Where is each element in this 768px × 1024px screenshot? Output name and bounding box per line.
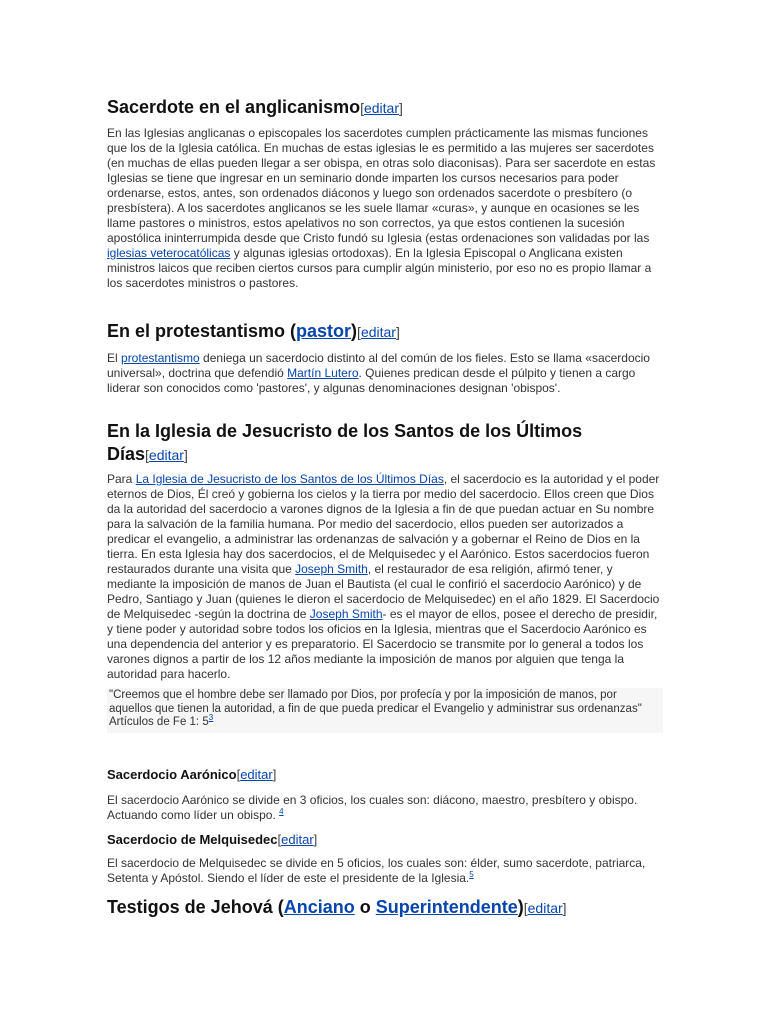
edit-section-link[interactable]: [editar] xyxy=(523,900,567,916)
section-protestantismo xyxy=(107,320,663,396)
quote-text: "Creemos que el hombre debe ser llamado por Dios, por profecía y por la imposición de manos, por aquellos que tienen la autoridad, a fin de que pueda predicar el Evangelio y administrar sus ordenanzas" xyxy=(109,689,642,715)
blockquote xyxy=(107,688,663,733)
text-run: Para xyxy=(107,472,136,486)
section-aaronico xyxy=(107,767,663,823)
edit-section-link[interactable]: [editar] xyxy=(145,447,188,463)
link-protestantismo[interactable]: protestantismo xyxy=(121,351,200,365)
paragraph xyxy=(107,351,663,396)
text-run: , el restaurador de esa religión, afirmó tener, y mediante la imposición de manos de Juan el Bautista (el cual le confirió el sacerdocio Aarónico) y de Pedro, Santiago y Juan (quienes le dieron el sacerdocio de Melquisedec) en el año 1829. El Sacerdocio de Melquisedec -según la doctrina de xyxy=(107,562,660,621)
section-testigos-jehova xyxy=(107,896,663,920)
section-heading xyxy=(107,896,663,920)
edit-link-text[interactable]: editar xyxy=(360,324,396,340)
link-iglesia-jesucristo[interactable]: La Iglesia de Jesucristo de los Santos de los Últimos Días xyxy=(135,472,444,486)
edit-link-text[interactable]: editar xyxy=(148,447,184,463)
edit-section-link[interactable]: [editar] xyxy=(277,832,318,847)
quote-source xyxy=(109,713,661,730)
link-iglesias-veterocatolicas[interactable]: iglesias veterocatólicas xyxy=(107,246,231,260)
heading-text: ) xyxy=(517,897,524,917)
edit-section-link[interactable]: [editar] xyxy=(360,100,403,116)
text-run: - es el mayor de ellos, posee el derecho de presidir, y tiene poder y autoridad sobre todos los oficios en la Iglesia, mientras que el Sacerdocio Aarónico es una dependencia del anterior y es preparatorio. El Sacerdocio se transmite por lo general a todos los varones dignos a partir de los 12 años mediante la imposición de manos por alguien que tenga la autoridad para hacerlo. xyxy=(107,607,658,681)
section-heading xyxy=(107,420,607,467)
link-superintendente[interactable]: Superintendente xyxy=(375,897,518,917)
heading-text: ) xyxy=(351,321,358,341)
text-run: En las Iglesias anglicanas o episcopales los sacerdotes cumplen prácticamente las mismas funciones que los de la Iglesia católica. En muchas de estas iglesias le es permitido a las mujeres ser sacerdotes (en muchas de ellas pueden llegar a ser obispa, en otras solo diaconisas). Para ser sacerdote en estas Iglesias se tiene que ingresar en un seminario donde imparten los cursos necesarios para poder ordenarse, estos, antes, son ordenados diáconos y luego son ordenados sacerdote o presbítero (o presbístera). A los sacerdotes anglicanos se les suele llamar «curas», y aunque en ocasiones se les llame pastores o ministros, estos apelativos no son correctos, ya que estos contienen la sucesión apostólica ininterrumpida desde que Cristo fundó su Iglesia (estas ordenaciones son validadas por las xyxy=(107,126,656,245)
text-run: deniega un sacerdocio distinto al del común de los fieles. Esto se llama «sacerdocio universal», doctrina que defendió xyxy=(107,351,650,380)
edit-section-link[interactable]: [editar] xyxy=(357,324,400,340)
quote-source-text: Artículos de Fe 1: 5 xyxy=(109,716,209,729)
edit-link-text[interactable]: editar xyxy=(363,100,400,116)
text-run: El sacerdocio de Melquisedec se divide en 5 oficios, los cuales son: élder, sumo sacerdote, patriarca, Setenta y Apóstol. Siendo el líder de este el presidente de la Iglesia. xyxy=(107,856,646,885)
text-run: El xyxy=(107,351,122,365)
edit-link-text[interactable]: editar xyxy=(527,900,563,916)
paragraph xyxy=(107,856,663,886)
edit-link-text[interactable]: editar xyxy=(281,832,314,847)
footnote-ref[interactable]: 5 xyxy=(469,870,474,879)
link-martin-lutero[interactable]: Martín Lutero xyxy=(287,366,359,380)
edit-link-text[interactable]: editar xyxy=(240,767,273,782)
edit-section-link[interactable]: [editar] xyxy=(236,767,277,782)
section-anglicanismo xyxy=(107,96,663,291)
heading-text: Sacerdocio de Melquisedec xyxy=(107,832,278,847)
footnote-ref[interactable]: 3 xyxy=(208,713,214,723)
text-run: , el sacerdocio es la autoridad y el poder eternos de Dios, Él creó y gobierna los cielos y la tierra por medio del sacerdocio. Ellos creen que Dios da la autoridad del sacerdocio a varones dignos de la Iglesia a fin de que puedan actuar en Su nombre para la salvación de la familia humana. Por medio del sacerdocio, ellos pueden ser autorizados a predicar el evangelio, a administrar las ordenanzas de salvación y a gobernar el Reino de Dios en la tierra. En esta Iglesia hay dos sacerdocios, el de Melquisedec y el Aarónico. Estos sacerdocios fueron restaurados durante una visita que xyxy=(107,472,660,576)
text-run: . Quienes predican desde el púlpito y tienen a cargo liderar son conocidos como 'pastores', y algunas denominaciones designan 'obispos'. xyxy=(107,366,636,395)
text-run: y algunas iglesias ortodoxas). En la Iglesia Episcopal o Anglicana existen ministros laicos que reciben ciertos cursos para cumplir algún ministerio, por eso no es propio llamar a los sacerdotes ministros o pastores. xyxy=(107,246,652,290)
footnote-ref[interactable]: 4 xyxy=(279,807,284,816)
link-pastor[interactable]: pastor xyxy=(296,321,352,341)
section-heading xyxy=(107,96,663,120)
heading-text: En la Iglesia de Jesucristo de los Santos de los Últimos Días xyxy=(107,421,583,464)
link-anciano[interactable]: Anciano xyxy=(283,897,355,917)
section-melquisedec xyxy=(107,832,663,886)
heading-text: Testigos de Jehová ( xyxy=(107,897,284,917)
link-joseph-smith[interactable]: Joseph Smith xyxy=(309,607,383,621)
section-santos-ultimos-dias xyxy=(107,420,663,733)
paragraph xyxy=(107,793,663,823)
heading-text: En el protestantismo ( xyxy=(107,321,297,341)
section-heading xyxy=(107,320,663,344)
paragraph xyxy=(107,126,663,291)
text-run: El sacerdocio Aarónico se divide en 3 oficios, los cuales son: diácono, maestro, presbítero y obispo. Actuando como líder un obispo. xyxy=(107,793,638,822)
heading-text: Sacerdote en el anglicanismo xyxy=(107,97,361,117)
heading-text: Sacerdocio Aarónico xyxy=(107,767,237,782)
subsection-heading xyxy=(107,767,663,783)
link-joseph-smith[interactable]: Joseph Smith xyxy=(295,562,368,576)
paragraph xyxy=(107,472,663,682)
subsection-heading xyxy=(107,832,663,848)
heading-text: o xyxy=(354,897,376,917)
